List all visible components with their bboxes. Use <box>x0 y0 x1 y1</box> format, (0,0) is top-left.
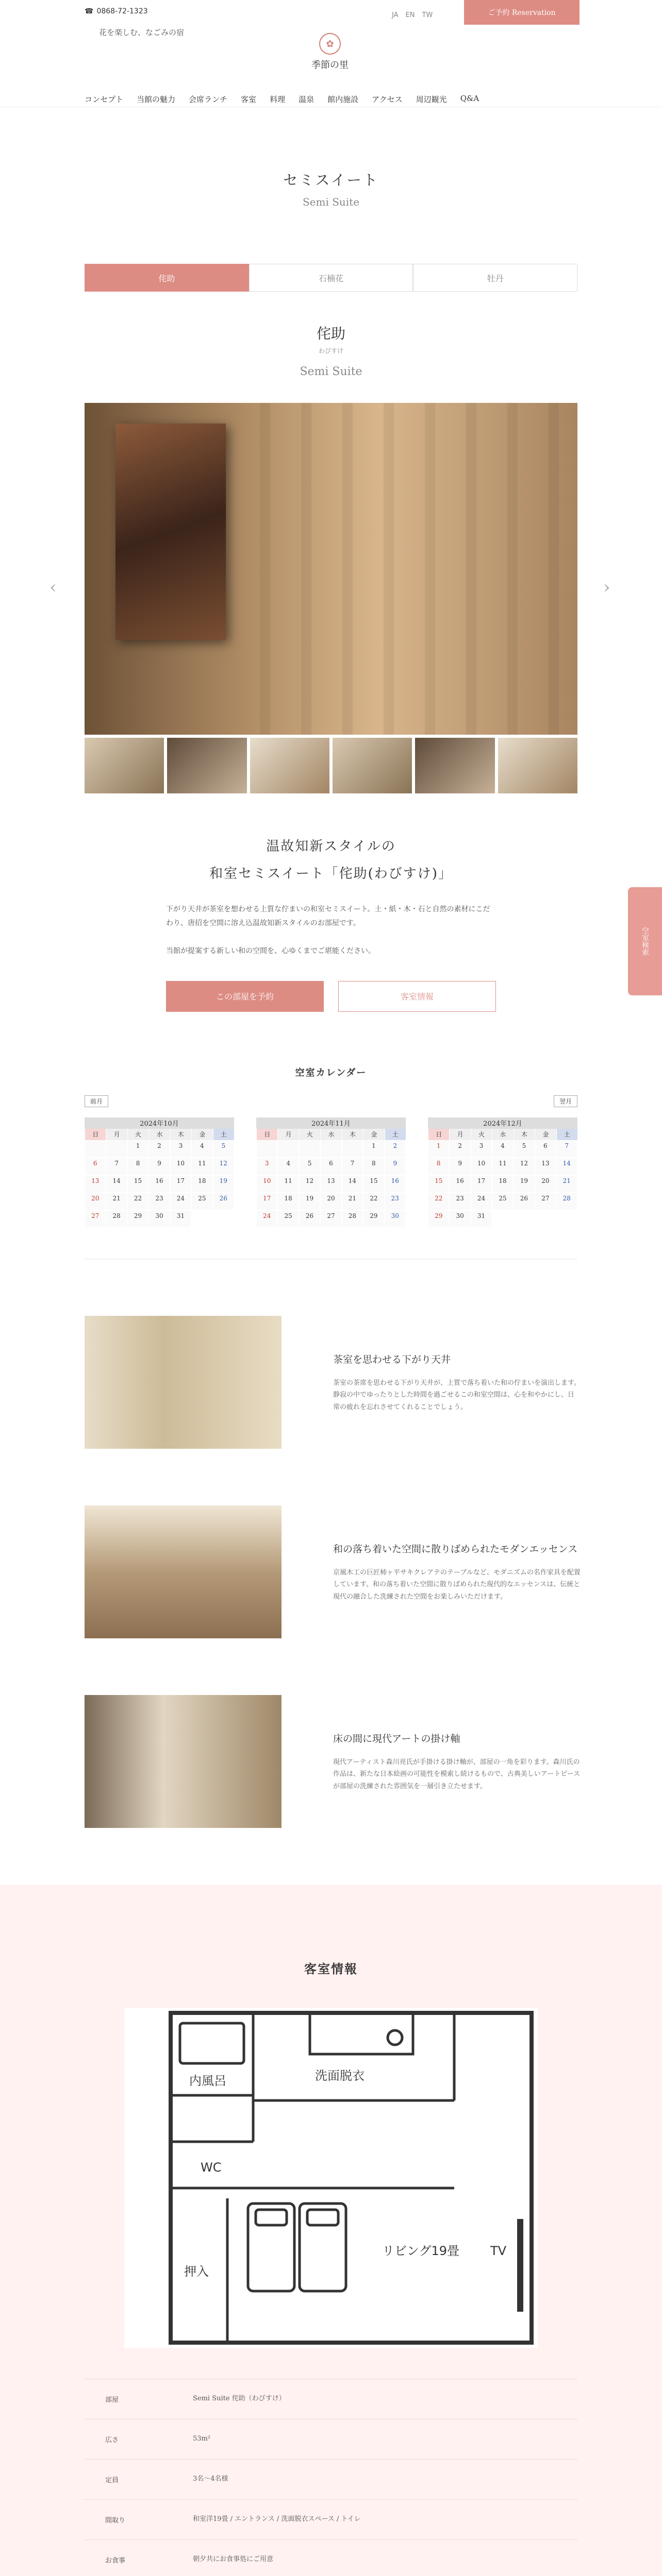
thumbnail[interactable] <box>333 738 412 793</box>
calendar-day[interactable]: 6 <box>535 1140 556 1158</box>
calendar-day[interactable]: 12 <box>213 1158 234 1175</box>
weekday-label: 土 <box>213 1129 234 1140</box>
calendar-day[interactable]: 14 <box>342 1175 363 1193</box>
calendar-day[interactable]: 16 <box>449 1175 470 1193</box>
calendar-day[interactable]: 22 <box>127 1193 148 1210</box>
tab-shakunage[interactable]: 石楠花 <box>249 264 413 292</box>
calendar-day[interactable]: 1 <box>428 1140 449 1158</box>
lang-tw[interactable]: TW <box>422 11 433 19</box>
weekday-label: 火 <box>299 1129 320 1140</box>
weekday-label: 木 <box>514 1129 535 1140</box>
page-subtitle: Semi Suite <box>302 196 360 208</box>
room-info-section <box>0 1885 662 2576</box>
calendar-day[interactable]: 7 <box>342 1158 363 1175</box>
thumbnail[interactable] <box>85 738 164 793</box>
calendar-day[interactable]: 25 <box>492 1193 513 1210</box>
calendar-day[interactable]: 23 <box>148 1193 170 1210</box>
month-label: 2024年12月 <box>428 1117 577 1129</box>
feature-text: 現代アーティスト森川亮氏が手掛ける掛け軸が、部屋の一角を彩ります。森川氏の作品は、新たな日本絵画の可能性を模索し続けるもので、古典美しいアートピースが部屋の洗練された雰囲気を一層引き立たせます。 <box>333 1758 581 1790</box>
empty-day <box>342 1140 363 1158</box>
vacancy-search-tab[interactable]: 空室検索 <box>628 887 662 995</box>
weekday-label: 火 <box>127 1129 148 1140</box>
calendar-day[interactable]: 28 <box>106 1210 127 1228</box>
weekday-label: 水 <box>148 1129 170 1140</box>
calendar-day[interactable]: 17 <box>170 1175 191 1193</box>
calendar-day[interactable]: 1 <box>363 1140 384 1158</box>
calendar-day[interactable]: 1 <box>127 1140 148 1158</box>
spec-row <box>85 2539 577 2576</box>
prev-month-button[interactable]: 前月 <box>85 1095 108 1107</box>
spec-key: 定員 <box>105 2476 119 2484</box>
calendar-day[interactable]: 19 <box>299 1193 320 1210</box>
calendar-month <box>256 1117 406 1228</box>
room-sub: Semi Suite <box>300 365 362 378</box>
intro-text: 下がり天井が茶室を想わせる上質な佇まいの和室セミスイート。土・紙・木・石と自然の素材にこだわり、唐招を空間に溶え込温故知新スタイルのお部屋です。 <box>166 905 490 927</box>
phone-icon: ☎ <box>85 7 94 15</box>
nav-item[interactable]: 温泉 <box>299 95 315 104</box>
site-header <box>0 0 662 107</box>
calendar-day[interactable]: 18 <box>277 1193 299 1210</box>
calendar-day[interactable]: 27 <box>320 1210 341 1228</box>
chevron-left-icon[interactable]: ‹ <box>49 577 57 598</box>
calendar-day[interactable]: 11 <box>191 1158 212 1175</box>
calendar-day[interactable]: 2 <box>449 1140 470 1158</box>
calendar-day[interactable]: 26 <box>299 1210 320 1228</box>
weekday-label: 水 <box>492 1129 513 1140</box>
calendar-day[interactable]: 21 <box>342 1193 363 1210</box>
calendar-day[interactable]: 6 <box>85 1158 106 1175</box>
page-heading <box>0 169 662 208</box>
feature-row <box>85 1505 581 1638</box>
language-switcher <box>392 11 433 19</box>
calendar-day[interactable]: 27 <box>85 1210 106 1228</box>
calendar-day[interactable]: 13 <box>535 1158 556 1175</box>
logo[interactable] <box>304 33 356 74</box>
calendar-day[interactable]: 12 <box>299 1175 320 1193</box>
calendar-day[interactable]: 21 <box>556 1175 577 1193</box>
calendar-day[interactable]: 4 <box>492 1140 513 1158</box>
weekday-label: 水 <box>320 1129 341 1140</box>
nav-item[interactable]: 館内施設 <box>327 95 359 104</box>
calendar-day[interactable]: 23 <box>449 1193 470 1210</box>
calendar-day[interactable]: 25 <box>191 1193 212 1210</box>
empty-day <box>320 1140 341 1158</box>
stone-plaque <box>115 423 226 640</box>
calendar-day[interactable]: 3 <box>471 1140 492 1158</box>
empty-day <box>256 1140 277 1158</box>
calendar-day[interactable]: 7 <box>106 1158 127 1175</box>
calendar-day[interactable]: 20 <box>85 1193 106 1210</box>
empty-day <box>299 1140 320 1158</box>
calendar-day[interactable]: 20 <box>535 1175 556 1193</box>
spec-value: Semi Suite 侘助（わびすけ） <box>193 2394 286 2402</box>
thumbnail[interactable] <box>498 738 577 793</box>
feature-text: 茶室の茶席を思わせる下がり天井が、上質で落ち着いた和の佇まいを演出します。静寂の中でゆったりとした時間を過ごせるこの和室空間は、心を和やかにし、日常の疲れを忘れさせてくれることでしょう。 <box>333 1379 581 1411</box>
calendar-day[interactable]: 4 <box>191 1140 212 1158</box>
calendar-day[interactable]: 31 <box>471 1210 492 1228</box>
weekday-label: 木 <box>342 1129 363 1140</box>
calendar-day[interactable]: 11 <box>277 1175 299 1193</box>
calendar-months <box>85 1117 577 1228</box>
feature-image <box>85 1695 282 1828</box>
floor-plan <box>124 2008 538 2348</box>
nav-item[interactable]: コンセプト <box>85 95 124 104</box>
plan-bath-label: 内風呂 <box>189 2073 226 2088</box>
nav-item[interactable]: Q&A <box>460 94 479 103</box>
calendar-day[interactable]: 14 <box>106 1175 127 1193</box>
calendar-day[interactable]: 10 <box>471 1158 492 1175</box>
thumbnail-strip <box>85 738 577 793</box>
spec-row <box>85 2379 577 2419</box>
thumbnail[interactable] <box>167 738 246 793</box>
feature-row <box>85 1695 581 1828</box>
spec-key: 間取り <box>105 2516 126 2524</box>
phone-number[interactable]: ☎ 0868-72-1323 <box>85 7 148 15</box>
calendar-day[interactable]: 27 <box>535 1193 556 1210</box>
weekday-label: 月 <box>106 1129 127 1140</box>
tab-wabisuke[interactable]: 侘助 <box>85 264 249 292</box>
calendar-day[interactable]: 29 <box>363 1210 384 1228</box>
weekday-label: 木 <box>170 1129 191 1140</box>
calendar-day[interactable]: 21 <box>106 1193 127 1210</box>
calendar-day[interactable]: 17 <box>256 1193 277 1210</box>
chevron-right-icon[interactable]: › <box>603 577 610 598</box>
spec-key: お食事 <box>105 2556 126 2565</box>
reserve-room-button[interactable]: この部屋を予約 <box>166 981 324 1012</box>
plan-closet-label: 押入 <box>184 2264 209 2279</box>
plan-tv-label: TV <box>490 2243 507 2258</box>
availability-calendar <box>0 1065 662 1079</box>
calendar-day[interactable]: 24 <box>170 1193 191 1210</box>
empty-day <box>106 1140 127 1158</box>
nav-item[interactable]: アクセス <box>372 95 403 104</box>
next-month-button[interactable]: 翌月 <box>554 1095 577 1107</box>
spec-table <box>85 2379 577 2576</box>
hero-image <box>85 403 577 735</box>
calendar-day[interactable]: 22 <box>428 1193 449 1210</box>
room-name: 侘助 <box>316 325 345 342</box>
calendar-day[interactable]: 19 <box>213 1175 234 1193</box>
calendar-day[interactable]: 30 <box>449 1210 470 1228</box>
calendar-day[interactable]: 24 <box>256 1210 277 1228</box>
spec-row <box>85 2459 577 2499</box>
lang-en[interactable]: EN <box>405 11 415 19</box>
calendar-day[interactable]: 5 <box>213 1140 234 1158</box>
calendar-day[interactable]: 22 <box>363 1193 384 1210</box>
calendar-day[interactable]: 10 <box>256 1175 277 1193</box>
calendar-day[interactable]: 13 <box>85 1175 106 1193</box>
calendar-day[interactable]: 8 <box>428 1158 449 1175</box>
empty-day <box>85 1140 106 1158</box>
calendar-day[interactable]: 24 <box>471 1193 492 1210</box>
calendar-day[interactable]: 15 <box>127 1175 148 1193</box>
weekday-label: 土 <box>385 1129 406 1140</box>
feature-image <box>85 1505 282 1638</box>
calendar-day[interactable]: 28 <box>556 1193 577 1210</box>
tab-botan[interactable]: 牡丹 <box>413 264 577 292</box>
calendar-day[interactable]: 10 <box>170 1158 191 1175</box>
calendar-day[interactable]: 14 <box>556 1158 577 1175</box>
weekday-label: 火 <box>471 1129 492 1140</box>
calendar-title: 空室カレンダー <box>295 1067 367 1078</box>
weekday-label: 月 <box>449 1129 470 1140</box>
intro-heading-2: 和室セミスイート「侘助(わびすけ)」 <box>209 866 453 882</box>
logo-mark-icon: ✿ <box>319 33 341 55</box>
calendar-day[interactable]: 20 <box>320 1193 341 1210</box>
spec-value: 53m² <box>193 2434 211 2443</box>
plan-living-label: リビング19畳 <box>382 2243 460 2258</box>
calendar-day[interactable]: 16 <box>385 1175 406 1193</box>
weekday-label: 金 <box>363 1129 384 1140</box>
calendar-day[interactable]: 16 <box>148 1175 170 1193</box>
feature-title: 床の間に現代アートの掛け軸 <box>333 1733 460 1744</box>
calendar-day[interactable]: 6 <box>320 1158 341 1175</box>
calendar-day[interactable]: 5 <box>299 1158 320 1175</box>
spec-row <box>85 2499 577 2539</box>
reserve-button-header[interactable]: ご予約 Reservation <box>464 0 580 25</box>
calendar-day[interactable]: 2 <box>385 1140 406 1158</box>
calendar-day[interactable]: 31 <box>170 1210 191 1228</box>
nav-item[interactable]: 料理 <box>270 95 286 104</box>
feature-title: 茶室を思わせる下がり天井 <box>333 1353 451 1365</box>
spec-key: 広さ <box>105 2436 119 2444</box>
plan-wc-label: WC <box>201 2160 222 2175</box>
weekday-label: 土 <box>556 1129 577 1140</box>
room-name-block <box>0 323 662 378</box>
weekday-label: 月 <box>277 1129 299 1140</box>
spec-value: 3名〜4名様 <box>193 2475 228 2483</box>
calendar-day[interactable]: 13 <box>320 1175 341 1193</box>
calendar-day[interactable]: 26 <box>213 1193 234 1210</box>
feature-text: 京風木工の巨匠柿ヶ平サキクレアテのテーブルなど、モダニズムの名作家具を配置しています。和の落ち着いた空間に散りばめられた現代的なエッセンスは、伝統と現代の融合した洗練された空間をお楽しみいただけます。 <box>333 1568 581 1601</box>
spec-value: 朝夕共にお食事処にご用意 <box>193 2555 274 2563</box>
calendar-day[interactable]: 8 <box>127 1158 148 1175</box>
spec-value: 和室洋19畳 / エントランス / 洗面脱衣スペース / トイレ <box>193 2515 361 2523</box>
calendar-day[interactable]: 30 <box>385 1210 406 1228</box>
calendar-month <box>85 1117 234 1228</box>
calendar-day[interactable]: 4 <box>277 1158 299 1175</box>
feature-image <box>85 1316 282 1449</box>
nav-item[interactable]: 周辺観光 <box>416 95 447 104</box>
calendar-day[interactable]: 9 <box>385 1158 406 1175</box>
calendar-day[interactable]: 9 <box>449 1158 470 1175</box>
calendar-day[interactable]: 25 <box>277 1210 299 1228</box>
calendar-day[interactable]: 28 <box>342 1210 363 1228</box>
calendar-day[interactable]: 3 <box>256 1158 277 1175</box>
calendar-day[interactable]: 30 <box>148 1210 170 1228</box>
main-nav <box>85 94 479 105</box>
plan-wash-label: 洗面脱衣 <box>315 2068 365 2083</box>
month-label: 2024年10月 <box>85 1117 234 1129</box>
weekday-label: 金 <box>191 1129 212 1140</box>
calendar-day[interactable]: 17 <box>471 1175 492 1193</box>
intro-text: 当館が提案する新しい和の空間を、心ゆくまでご堪能ください。 <box>166 947 375 956</box>
lang-ja[interactable]: JA <box>392 11 399 19</box>
calendar-day[interactable]: 7 <box>556 1140 577 1158</box>
weekday-label: 日 <box>256 1129 277 1140</box>
nav-item[interactable]: 当館の魅力 <box>137 95 176 104</box>
intro-heading-1: 温故知新スタイルの <box>266 839 396 854</box>
calendar-day[interactable]: 9 <box>148 1158 170 1175</box>
room-ruby: わびすけ <box>318 347 343 354</box>
room-tabs <box>85 264 577 292</box>
feature-row <box>85 1316 581 1449</box>
calendar-day[interactable]: 2 <box>148 1140 170 1158</box>
calendar-day[interactable]: 15 <box>428 1175 449 1193</box>
spec-key: 部屋 <box>105 2396 119 2404</box>
spec-row <box>85 2419 577 2459</box>
weekday-label: 金 <box>535 1129 556 1140</box>
month-label: 2024年11月 <box>256 1117 406 1129</box>
calendar-day[interactable]: 15 <box>363 1175 384 1193</box>
intro-section <box>0 836 662 1012</box>
weekday-label: 日 <box>428 1129 449 1140</box>
thumbnail[interactable] <box>415 738 494 793</box>
calendar-day[interactable]: 26 <box>514 1193 535 1210</box>
tagline: 花を楽しむ、なごみの宿 <box>99 28 185 37</box>
calendar-day[interactable]: 12 <box>514 1158 535 1175</box>
logo-text: 季節の里 <box>311 60 349 71</box>
room-info-title: 客室情報 <box>304 1961 358 1976</box>
calendar-day[interactable]: 19 <box>514 1175 535 1193</box>
calendar-day[interactable]: 23 <box>385 1193 406 1210</box>
calendar-day[interactable]: 11 <box>492 1158 513 1175</box>
calendar-day[interactable]: 29 <box>428 1210 449 1228</box>
empty-day <box>277 1140 299 1158</box>
calendar-day[interactable]: 29 <box>127 1210 148 1228</box>
room-info-button[interactable]: 客室情報 <box>338 981 496 1012</box>
calendar-day[interactable]: 8 <box>363 1158 384 1175</box>
calendar-day[interactable]: 5 <box>514 1140 535 1158</box>
weekday-label: 日 <box>85 1129 106 1140</box>
thumbnail[interactable] <box>250 738 329 793</box>
feature-title: 和の落ち着いた空間に散りばめられたモダンエッセンス <box>333 1543 578 1555</box>
nav-item[interactable]: 会席ランチ <box>189 95 228 104</box>
calendar-month <box>428 1117 577 1228</box>
calendar-day[interactable]: 3 <box>170 1140 191 1158</box>
page-title: セミスイート <box>283 172 379 189</box>
calendar-day[interactable]: 18 <box>191 1175 212 1193</box>
calendar-day[interactable]: 18 <box>492 1175 513 1193</box>
nav-item[interactable]: 客室 <box>241 95 257 104</box>
